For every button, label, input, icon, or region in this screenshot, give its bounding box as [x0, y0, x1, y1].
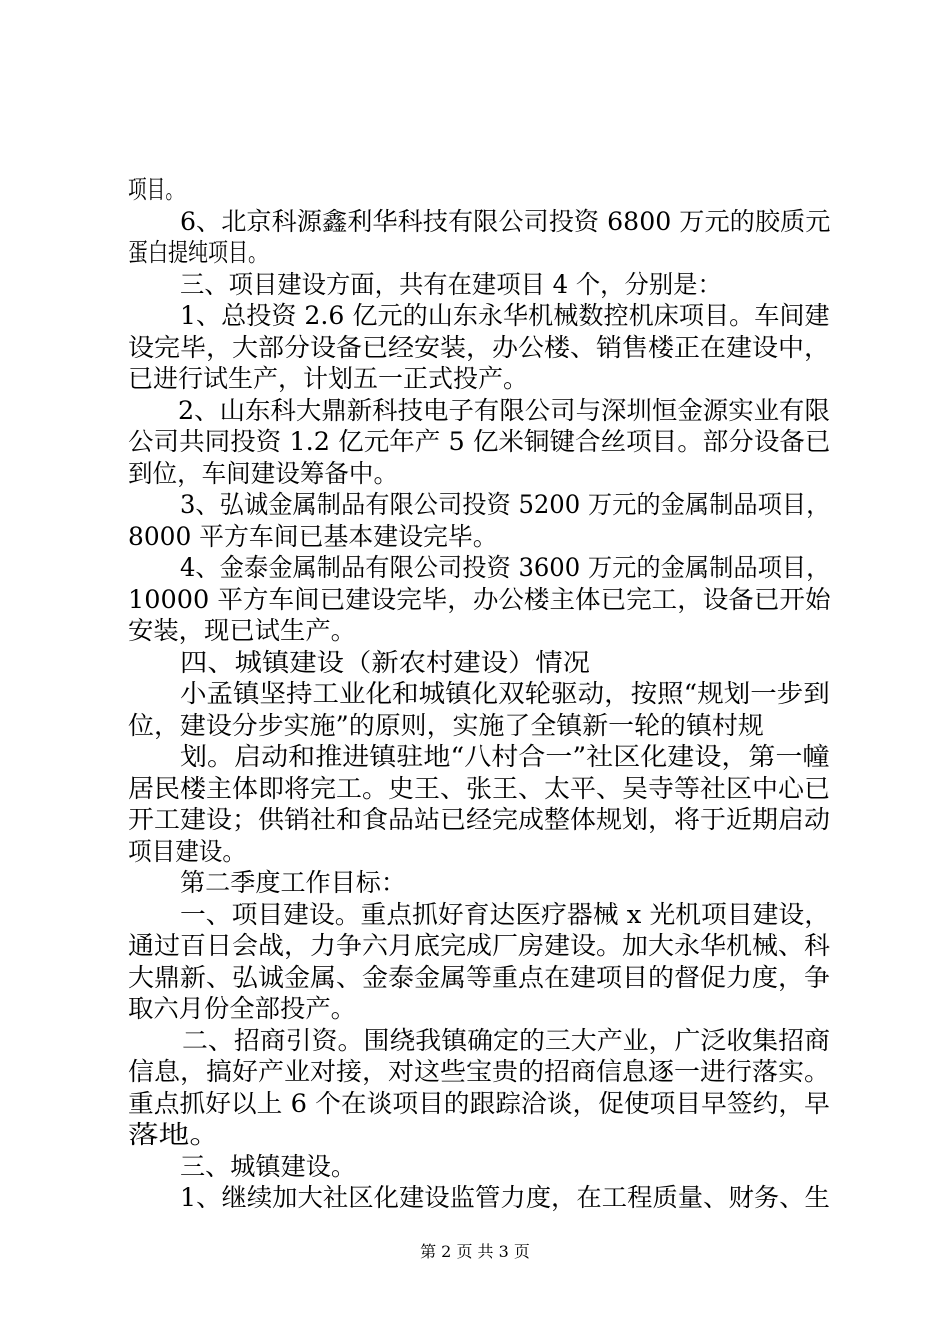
text-line: 划。启动和推进镇驻地“八村合一”社区化建设，第一幢	[180, 742, 830, 771]
text-line: 通过百日会战，力争六月底完成厂房建设。加大永华机械、科	[128, 931, 831, 960]
text-line: 落地。	[128, 1120, 221, 1149]
text-line: 重点抓好以上 6 个在谈项目的跟踪洽谈，促使项目早签约，早	[128, 1088, 830, 1118]
text-line: 1、继续加大社区化建设监管力度，在工程质量、财务、生	[180, 1183, 830, 1212]
text-line: 2、山东科大鼎新科技电子有限公司与深圳恒金源实业有限	[178, 395, 830, 425]
text-line: 项目。	[128, 175, 185, 204]
text-line: 项目建设。	[128, 836, 247, 866]
text-line: 小孟镇坚持工业化和城镇化双轮驱动，按照“规划一步到	[180, 679, 830, 708]
text-line: 设完毕，大部分设备已经安装，办公楼、销售楼正在建设中，	[128, 332, 831, 362]
text-line: 三、项目建设方面，共有在建项目 4 个，分别是：	[180, 269, 722, 299]
text-line: 蛋白提纯项目。	[128, 238, 269, 267]
text-line: 开工建设；供销社和食品站已经完成整体规划，将于近期启动	[128, 805, 831, 834]
text-line: 6、北京科源鑫利华科技有限公司投资 6800 万元的胶质元	[180, 206, 831, 236]
text-line: 第二季度工作目标：	[180, 868, 407, 897]
text-line: 安装，现已试生产。	[128, 616, 357, 645]
text-line: 公司共同投资 1.2 亿元年产 5 亿米铜键合丝项目。部分设备已	[128, 427, 831, 456]
text-line: 取六月份全部投产。	[128, 994, 357, 1023]
text-line: 位，建设分步实施”的原则，实施了全镇新一轮的镇村规	[128, 710, 764, 740]
text-line: 10000 平方车间已建设完毕，办公楼主体已完工，设备已开始	[128, 584, 831, 614]
text-line: 3、弘诚金属制品有限公司投资 5200 万元的金属制品项目，	[180, 490, 831, 519]
text-line: 三、城镇建设。	[180, 1151, 357, 1181]
text-line: 四、城镇建设（新农村建设）情况	[180, 647, 591, 677]
text-line: 1、总投资 2.6 亿元的山东永华机械数控机床项目。车间建	[180, 301, 830, 330]
page-footer: 第 2 页 共 3 页	[420, 1242, 530, 1261]
text-line: 4、金泰金属制品有限公司投资 3600 万元的金属制品项目，	[180, 553, 831, 582]
text-line: 到位，车间建设筹备中。	[128, 458, 399, 488]
text-line: 大鼎新、弘诚金属、金泰金属等重点在建项目的督促力度，争	[128, 962, 831, 992]
text-line: 一、项目建设。重点抓好育达医疗器械 x 光机项目建设，	[180, 899, 830, 929]
text-line: 信息，搞好产业对接，对这些宝贵的招商信息逐一进行落实。	[128, 1057, 831, 1086]
text-line: 8000 平方车间已基本建设完毕。	[128, 521, 498, 551]
text-line: 居民楼主体即将完工。史王、张王、太平、吴寺等社区中心已	[128, 773, 831, 803]
text-line: 已进行试生产，计划五一正式投产。	[128, 364, 529, 393]
text-line: 二、招商引资。围绕我镇确定的三大产业，广泛收集招商	[182, 1025, 831, 1055]
